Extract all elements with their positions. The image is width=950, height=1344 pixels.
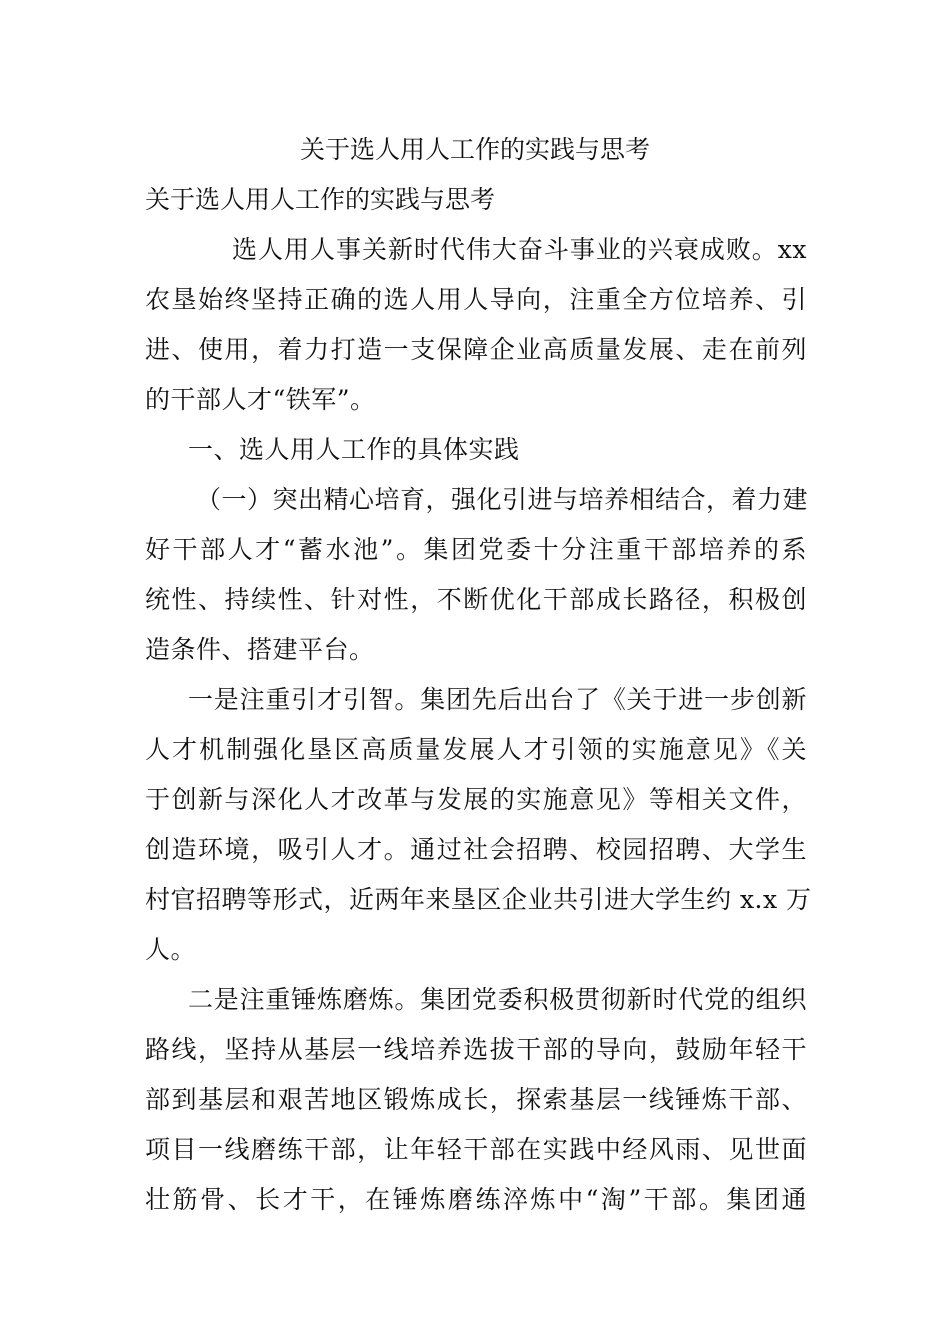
- paragraph-line: 村官招聘等形式，近两年来垦区企业共引进大学生约 x.x 万: [145, 885, 812, 914]
- document-title: 关于选人用人工作的实践与思考: [299, 135, 650, 164]
- paragraph-line: 选人用人事关新时代伟大奋斗事业的兴衰成败。xx: [232, 235, 807, 264]
- paragraph-line: 统性、持续性、针对性，不断优化干部成长路径，积极创: [145, 585, 807, 614]
- document-subtitle: 关于选人用人工作的实践与思考: [145, 185, 496, 214]
- section-heading: 一、选人用人工作的具体实践: [188, 435, 520, 464]
- paragraph-line: 壮筋骨、长才干，在锤炼磨练淬炼中“淘”干部。集团通: [145, 1185, 807, 1214]
- paragraph-line: （一）突出精心培育，强化引进与培养相结合，着力建: [196, 485, 809, 514]
- paragraph-line: 人才机制强化垦区高质量发展人才引领的实施意见》《关: [145, 735, 807, 764]
- paragraph-line: 农垦始终坚持正确的选人用人导向，注重全方位培养、引: [145, 285, 807, 314]
- paragraph-line: 于创新与深化人才改革与发展的实施意见》等相关文件，: [145, 785, 807, 814]
- paragraph-line: 创造环境，吸引人才。通过社会招聘、校园招聘、大学生: [145, 835, 807, 864]
- paragraph-line: 好干部人才“蓄水池”。集团党委十分注重干部培养的系: [145, 535, 807, 564]
- paragraph-line: 进、使用，着力打造一支保障企业高质量发展、走在前列: [145, 335, 807, 364]
- paragraph-line: 部到基层和艰苦地区锻炼成长，探索基层一线锤炼干部、: [145, 1085, 807, 1114]
- paragraph-line: 项目一线磨练干部，让年轻干部在实践中经风雨、见世面: [145, 1135, 807, 1164]
- paragraph-line: 人。: [145, 935, 197, 964]
- paragraph-line: 造条件、搭建平台。: [145, 635, 375, 664]
- paragraph-line: 一是注重引才引智。集团先后出台了《关于进一步创新: [188, 685, 807, 714]
- paragraph-line: 二是注重锤炼磨炼。集团党委积极贯彻新时代党的组织: [188, 985, 807, 1014]
- paragraph-line: 的干部人才“铁军”。: [145, 385, 376, 414]
- paragraph-line: 路线，坚持从基层一线培养选拔干部的导向，鼓励年轻干: [145, 1035, 807, 1064]
